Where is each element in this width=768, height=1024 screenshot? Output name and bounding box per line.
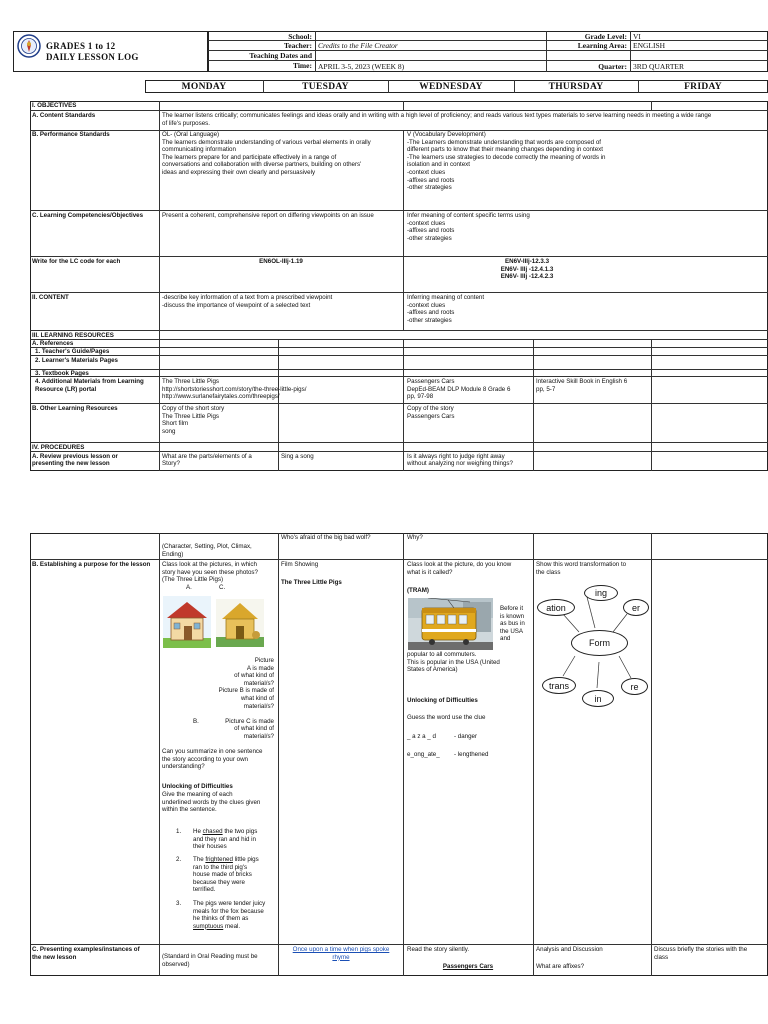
item-2-number: 2. — [176, 856, 182, 863]
day-monday: MONDAY — [181, 81, 227, 92]
unlocking-text-mon: Give the meaning of each underlined words by the clues given within the sentence. — [162, 791, 261, 814]
row-lc-code: Write for the LC code for each — [32, 258, 121, 265]
additional-wed: Passengers Cars DepEd-BEAM DLP Module 8 Grade 6 pp, 97-98 — [407, 378, 511, 401]
additional-thu: Interactive Skill Book in English 6 pp, 5-7 — [536, 378, 628, 393]
content-standards-text — [162, 112, 766, 127]
picture-b-question: Picture B is made of what kind of material/s? — [218, 687, 274, 710]
lc-right-3: EN6V- IIIj -12.4.2.3 — [500, 273, 554, 281]
comp-right: Infer meaning of content specific terms using -context clues -affixes and roots -other strategies — [407, 212, 530, 242]
picture-c-question: Picture C is made of what kind of material/s? — [225, 717, 274, 740]
deped-seal-icon — [17, 34, 41, 58]
unlocking-title-mon: Unlocking of Difficulties — [162, 783, 233, 790]
review-wed: Is it always right to judge right away without analyzing nor weighing things? — [407, 452, 513, 468]
content-standards-line2: of life's purposes. — [162, 119, 210, 127]
grade-field[interactable]: VI — [633, 31, 641, 41]
quarter-field[interactable]: 3RD QUARTER — [633, 61, 685, 71]
clue-1-def: - danger — [454, 733, 478, 740]
lc-right-2: EN6V- IIIj -12.4.1.3 — [500, 265, 554, 273]
item-2 — [193, 856, 277, 894]
additional-mon: The Three Little Pigs http://shortstoriesshort.com/story/the-three-little-pigs/ http://www.surlanefairytales.com/threepigs/ — [162, 378, 307, 401]
dates-label-line2: Time: — [292, 61, 312, 70]
item-1-pre: He — [193, 828, 203, 835]
day-wednesday: WEDNESDAY — [419, 81, 483, 92]
day-thursday: THURSDAY — [548, 81, 604, 92]
pres-mon: (Standard in Oral Reading must be observed) — [162, 953, 258, 968]
grade-label: Grade Level: — [584, 31, 627, 41]
row-references: A. References — [32, 340, 74, 347]
day-friday: FRIDAY — [684, 81, 722, 92]
form-title-line2: DAILY LESSON LOG — [46, 51, 139, 62]
area-field[interactable]: ENGLISH — [633, 41, 666, 50]
guess-instruction: Guess the word use the clue — [407, 714, 486, 721]
pres-wed-2: Passengers Cars — [442, 963, 494, 970]
row-procedures: IV. PROCEDURES — [32, 443, 85, 451]
summarize-question: Can you summarize in one sentence the story according to your own understanding? — [162, 748, 263, 771]
comp-left: Present a coherent, comprehensive report on differing viewpoints on an issue — [162, 212, 374, 219]
teacher-label: Teacher: — [283, 41, 312, 50]
purpose-thu-intro: Show this word transformation to the class — [536, 561, 627, 576]
purpose-tue-2: The Three Little Pigs — [281, 579, 342, 586]
review-mon: What are the parts/elements of a Story? — [162, 452, 252, 468]
other-wed: Copy of the story Passengers Cars — [407, 405, 455, 420]
school-label: School: — [288, 31, 312, 41]
purpose-wed-intro: Class look at the picture, do you know what is it called? — [407, 561, 512, 576]
area-label: Learning Area: — [577, 41, 627, 50]
ps-left-text: The learners demonstrate understanding of various verbal elements in orally communicating information The learners prepare for and participate effectively in a range of conversations and collaboration with diverse partners, building on others' ideas and expressing their own clearly and persuasively — [162, 138, 371, 176]
row-presenting: C. Presenting examples/instances of the new lesson — [32, 946, 140, 961]
row-other-resources: B. Other Learning Resources — [32, 405, 118, 412]
pres-fri: Discuss briefly the stories with the class — [654, 946, 748, 961]
wheel-center: Form — [571, 630, 628, 656]
wheel-bottom-left: trans — [542, 677, 576, 694]
lesson-table-page2 — [30, 533, 768, 976]
day-tuesday: TUESDAY — [302, 81, 349, 92]
row-objectives: I. OBJECTIVES — [32, 102, 77, 109]
wheel-top: ing — [584, 585, 618, 601]
wheel-right: er — [623, 599, 649, 616]
tram-image — [408, 598, 493, 650]
row-performance-standards: B. Performance Standards — [32, 131, 110, 138]
lc-right-1: EN6V-IIIj-12.3.3 — [504, 258, 550, 265]
picture-a-question: Picture A is made of what kind of material/s? — [234, 657, 274, 687]
pres-thu-2: What are affixes? — [536, 963, 585, 970]
item-2-pre: The — [193, 856, 206, 863]
row-textbook: 3. Textbook Pages — [35, 369, 89, 377]
clue-2-def: - lengthened — [454, 751, 489, 758]
form-title — [46, 41, 139, 62]
row-learners-materials: 2. Learner's Materials Pages — [35, 356, 118, 364]
cont-mon: (Character, Setting, Plot, Climax, Ending) — [162, 543, 252, 558]
dates-field[interactable]: APRIL 3-5, 2023 (WEEK 8) — [318, 61, 405, 71]
tram-label: (TRAM) — [407, 587, 429, 594]
item-2-post: little pigs ran to the third pig's house made of bricks because they were terrified. — [193, 856, 259, 894]
stick-house-image — [216, 599, 264, 647]
ps-right-text: V (Vocabulary Development) -The Learners demonstrate understanding that words are composed of different parts to know that their meaning changes depending in context -The learners use strategies to decode correctly the meaning of words in isolation and in context -context clues -affixes and roots -other strategies — [407, 131, 606, 192]
clue-1-word: _ a z a _ d — [407, 733, 436, 740]
content-standards-line1: The learner listens critically; communicates feelings and ideas orally and in writing with a high level of proficiency; and reads various text types materials to serve learning needs in meeting a wide range — [162, 112, 712, 119]
purpose-mon-intro: Class look at the pictures, in which story have you seen these photos? (The Three Little Pigs) — [162, 561, 258, 584]
lc-right — [403, 258, 651, 281]
dates-label — [210, 51, 312, 71]
quarter-label: Quarter: — [598, 61, 627, 71]
tram-side-text: Before it is known as bus in the USA and — [500, 605, 525, 643]
item-2-word: frightened — [205, 856, 233, 863]
row-teachers-guide: 1. Teacher's Guide/Pages — [35, 348, 110, 355]
label-a: A. — [186, 584, 192, 591]
form-title-line1: GRADES 1 to 12 — [46, 41, 116, 51]
ps-left-title: OL- (Oral Language) — [162, 131, 220, 138]
row-competencies: C. Learning Competencies/Objectives — [32, 212, 144, 219]
wheel-left: ation — [537, 599, 575, 616]
row-additional-materials: 4. Additional Materials from Learning Resource (LR) portal — [35, 378, 144, 393]
pres-wed-1: Read the story silently. — [407, 946, 470, 953]
item-3 — [193, 900, 277, 930]
purpose-tue-1: Film Showing — [281, 561, 319, 568]
item-1-number: 1. — [176, 828, 182, 835]
wheel-bottom: in — [582, 690, 614, 707]
lc-left: EN6OL-IIIj-1.19 — [259, 258, 303, 265]
item-1 — [193, 828, 277, 851]
clue-2-word: e_ong_ate_ — [407, 751, 440, 758]
label-c: C. — [219, 584, 226, 591]
content-right: Inferring meaning of content -context clues -affixes and roots -other strategies — [407, 294, 485, 324]
row-review: A. Review previous lesson or presenting the new lesson — [32, 452, 118, 468]
pres-tue-link[interactable]: Once upon a time when pigs spoke rhyme — [292, 946, 390, 961]
tram-after-text: popular to all commuters. This is popular in the USA (United States of America) — [407, 651, 500, 674]
teacher-field[interactable]: Credits to the File Creator — [318, 41, 398, 50]
row-learning-resources: III. LEARNING RESOURCES — [32, 331, 114, 339]
straw-house-image — [163, 596, 211, 648]
item-3-text: The pigs were tender juicy meals for the fox because he thinks of them as — [193, 900, 266, 923]
row-purpose: B. Establishing a purpose for the lesson — [32, 561, 151, 568]
other-mon: Copy of the short story The Three Little Pigs Short film song — [162, 405, 225, 435]
item-3-post: meal. — [223, 922, 241, 930]
pres-thu-1: Analysis and Discussion — [536, 946, 603, 953]
cont-wed: Why? — [407, 534, 423, 541]
content-left: -describe key information of a text from a prescribed viewpoint -discuss the importance of viewpoint of a selected text — [162, 294, 333, 309]
cont-tue: Who's afraid of the big bad wolf? — [281, 534, 371, 541]
item-1-word: chased — [202, 828, 223, 835]
row-content-standards: A. Content Standards — [32, 112, 96, 119]
item-3-number: 3. — [176, 900, 182, 907]
review-tue: Sing a song — [281, 452, 314, 460]
row-content: II. CONTENT — [32, 294, 69, 301]
dates-label-line1: Teaching Dates and — [249, 51, 312, 60]
unlocking-title-wed: Unlocking of Difficulties — [407, 697, 478, 704]
item-3-word: sumptuous — [193, 922, 224, 930]
wheel-bottom-right: re — [621, 678, 648, 695]
item-1-post: the two pigs and they ran and hid in their houses — [193, 828, 258, 851]
label-b: B. — [193, 717, 199, 725]
